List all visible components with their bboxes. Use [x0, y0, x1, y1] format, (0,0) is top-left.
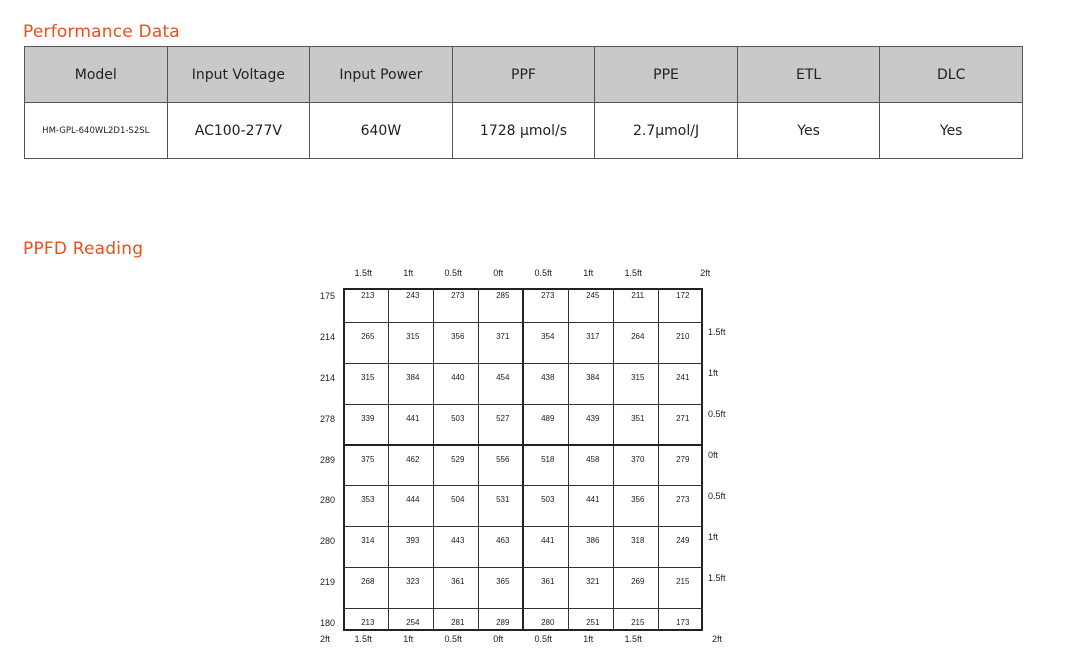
- ppfd-cell-value: 314: [361, 536, 375, 546]
- ppfd-left-value: 219: [319, 577, 335, 588]
- ppfd-cell-value: 213: [361, 291, 375, 300]
- performance-table: [24, 46, 1023, 159]
- ppfd-cell-value: 384: [586, 372, 600, 382]
- ppfd-bottom-label: 1ft: [583, 634, 594, 644]
- ppfd-grid-hline: [343, 608, 703, 609]
- ppfd-bottom-label: 1ft: [403, 634, 414, 644]
- header-input-voltage: Input Voltage: [167, 47, 310, 103]
- header-model: Model: [25, 47, 168, 103]
- ppfd-cell-value: 354: [541, 331, 555, 341]
- ppfd-cell-value: 315: [631, 372, 645, 382]
- ppfd-bottom-label: 2ft: [711, 634, 723, 644]
- ppfd-cell-value: 211: [631, 291, 645, 300]
- ppfd-cell-value: 173: [676, 618, 690, 627]
- ppfd-cell-value: 489: [541, 413, 555, 423]
- ppfd-cell-value: 213: [361, 618, 375, 627]
- ppfd-cell-value: 254: [406, 618, 420, 627]
- cell-ppf: 1728 μmol/s: [452, 103, 595, 159]
- ppfd-bottom-label: 0ft: [493, 634, 504, 644]
- ppfd-cell-value: 386: [586, 536, 600, 546]
- ppfd-bottom-label: 0.5ft: [534, 634, 553, 644]
- ppfd-cell-value: 268: [361, 577, 375, 587]
- ppfd-cell-value: 438: [541, 372, 555, 382]
- ppfd-cell-value: 393: [406, 536, 420, 546]
- ppfd-cell-value: 458: [586, 454, 600, 464]
- performance-header-row: [25, 47, 1023, 103]
- ppfd-right-label: 1.5ft: [708, 327, 726, 338]
- ppfd-cell-value: 356: [451, 331, 465, 341]
- ppfd-left-value: 214: [319, 331, 335, 342]
- ppfd-left-value: 278: [319, 413, 335, 424]
- ppfd-cell-value: 441: [541, 536, 555, 546]
- ppfd-right-label: 1ft: [708, 368, 719, 379]
- ppfd-bottom-label: 1.5ft: [624, 634, 643, 644]
- ppfd-bottom-label: 2ft: [319, 634, 331, 644]
- ppfd-cell-value: 289: [496, 618, 510, 627]
- ppfd-cell-value: 318: [631, 536, 645, 546]
- ppfd-grid-vline: [613, 288, 614, 631]
- header-ppe: PPE: [595, 47, 738, 103]
- ppfd-cell-value: 384: [406, 372, 420, 382]
- ppfd-cell-value: 215: [631, 618, 645, 627]
- ppfd-cell-value: 504: [451, 495, 465, 505]
- ppfd-cell-value: 317: [586, 331, 600, 341]
- cell-model: HM-GPL-640WL2D1-S2SL: [25, 103, 168, 159]
- ppfd-left-value: 175: [319, 291, 335, 301]
- ppfd-bottom-label: 0.5ft: [444, 634, 463, 644]
- ppfd-grid-hline: [343, 404, 703, 405]
- ppfd-grid-hline: [343, 526, 703, 527]
- ppfd-cell-value: 323: [406, 577, 420, 587]
- ppfd-cell-value: 556: [496, 454, 510, 464]
- ppfd-cell-value: 280: [541, 618, 555, 627]
- ppfd-cell-value: 273: [451, 291, 465, 300]
- ppfd-cell-value: 351: [631, 413, 645, 423]
- ppfd-top-label: 1ft: [583, 268, 594, 278]
- ppfd-grid-hline: [343, 322, 703, 323]
- ppfd-cell-value: 215: [676, 577, 690, 587]
- ppfd-cell-value: 518: [541, 454, 555, 464]
- ppfd-cell-value: 371: [496, 331, 510, 341]
- ppfd-top-label: 2ft: [700, 268, 711, 278]
- ppfd-cell-value: 279: [676, 454, 690, 464]
- ppfd-top-label: 0.5ft: [444, 268, 463, 278]
- ppfd-left-value: 280: [319, 536, 335, 547]
- ppfd-cell-value: 375: [361, 454, 375, 464]
- ppfd-cell-value: 463: [496, 536, 510, 546]
- ppfd-cell-value: 269: [631, 577, 645, 587]
- ppfd-cell-value: 527: [496, 413, 510, 423]
- ppfd-cell-value: 503: [451, 413, 465, 423]
- performance-data-row: [25, 103, 1023, 159]
- ppfd-top-label: 1.5ft: [354, 268, 373, 278]
- ppfd-grid-vline: [388, 288, 389, 631]
- ppfd-cell-value: 356: [631, 495, 645, 505]
- cell-input-voltage: AC100-277V: [167, 103, 310, 159]
- ppfd-grid-hline: [343, 567, 703, 568]
- ppfd-grid-border: [343, 288, 703, 631]
- ppfd-right-label: 0.5ft: [708, 409, 726, 420]
- ppfd-right-label: 0ft: [708, 450, 719, 461]
- ppfd-cell-value: 529: [451, 454, 465, 464]
- ppfd-cell-value: 281: [451, 618, 465, 627]
- ppfd-cell-value: 273: [541, 291, 555, 300]
- cell-dlc: Yes: [880, 103, 1023, 159]
- cell-etl: Yes: [737, 103, 880, 159]
- ppfd-cell-value: 321: [586, 577, 600, 587]
- ppfd-cell-value: 370: [631, 454, 645, 464]
- ppfd-cell-value: 172: [676, 291, 690, 300]
- ppfd-cell-value: 339: [361, 413, 375, 423]
- ppfd-cell-value: 315: [406, 331, 420, 341]
- ppfd-cell-value: 439: [586, 413, 600, 423]
- ppfd-cell-value: 531: [496, 495, 510, 505]
- ppfd-right-label: 1ft: [708, 531, 719, 542]
- ppfd-grid-hline: [343, 485, 703, 486]
- ppfd-left-value: 280: [319, 495, 335, 506]
- ppfd-top-label: 1ft: [403, 268, 414, 278]
- header-input-power: Input Power: [310, 47, 453, 103]
- ppfd-grid-vline: [433, 288, 434, 631]
- ppfd-top-label: 1.5ft: [624, 268, 643, 278]
- ppfd-cell-value: 265: [361, 331, 375, 341]
- ppfd-top-label: 0.5ft: [534, 268, 553, 278]
- ppfd-cell-value: 503: [541, 495, 555, 505]
- ppfd-reading-title: PPFD Reading: [23, 239, 144, 259]
- ppfd-cell-value: 353: [361, 495, 375, 505]
- ppfd-cell-value: 454: [496, 372, 510, 382]
- ppfd-top-label: 0ft: [493, 268, 504, 278]
- ppfd-cell-value: 441: [586, 495, 600, 505]
- ppfd-cell-value: 249: [676, 536, 690, 546]
- ppfd-bottom-label: 1.5ft: [354, 634, 373, 644]
- ppfd-left-value: 289: [319, 454, 335, 465]
- ppfd-cell-value: 462: [406, 454, 420, 464]
- cell-input-power: 640W: [310, 103, 453, 159]
- ppfd-grid-hline: [343, 444, 703, 446]
- ppfd-cell-value: 271: [676, 413, 690, 423]
- ppfd-grid-vline: [568, 288, 569, 631]
- performance-data-title: Performance Data: [23, 22, 180, 42]
- ppfd-cell-value: 441: [406, 413, 420, 423]
- ppfd-cell-value: 273: [676, 495, 690, 505]
- ppfd-cell-value: 243: [406, 291, 420, 300]
- ppfd-right-label: 0.5ft: [708, 490, 726, 501]
- ppfd-cell-value: 361: [451, 577, 465, 587]
- ppfd-left-value: 214: [319, 372, 335, 383]
- header-etl: ETL: [737, 47, 880, 103]
- ppfd-cell-value: 245: [586, 291, 600, 300]
- ppfd-grid-vline: [478, 288, 479, 631]
- ppfd-grid-hline: [343, 363, 703, 364]
- ppfd-cell-value: 315: [361, 372, 375, 382]
- ppfd-left-value: 180: [319, 618, 335, 628]
- ppfd-cell-value: 241: [676, 372, 690, 382]
- header-ppf: PPF: [452, 47, 595, 103]
- ppfd-cell-value: 365: [496, 577, 510, 587]
- ppfd-cell-value: 443: [451, 536, 465, 546]
- ppfd-cell-value: 251: [586, 618, 600, 627]
- ppfd-grid-vline: [658, 288, 659, 631]
- ppfd-grid-vline: [522, 288, 524, 631]
- ppfd-cell-value: 444: [406, 495, 420, 505]
- ppfd-cell-value: 285: [496, 291, 510, 300]
- ppfd-cell-value: 440: [451, 372, 465, 382]
- ppfd-cell-value: 210: [676, 331, 690, 341]
- ppfd-cell-value: 264: [631, 331, 645, 341]
- cell-ppe: 2.7μmol/J: [595, 103, 738, 159]
- header-dlc: DLC: [880, 47, 1023, 103]
- ppfd-cell-value: 361: [541, 577, 555, 587]
- ppfd-right-label: 1.5ft: [708, 572, 726, 583]
